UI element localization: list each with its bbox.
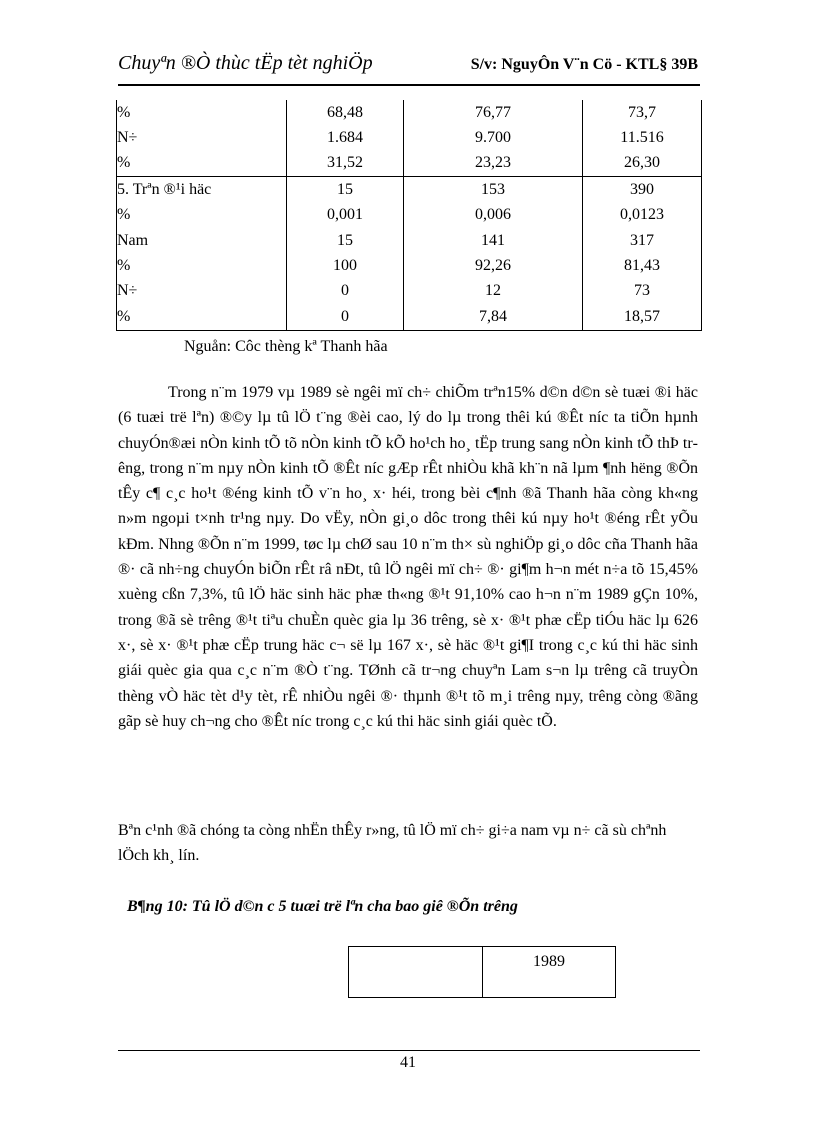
table-caption: B¶ng 10: Tû lÖ d©n c 5 tuæi trë lªn cha bao giê ®Õn trêng (127, 898, 518, 915)
table-cell: % (117, 253, 287, 278)
table-cell: % (117, 203, 287, 228)
table-cell: 15 (287, 177, 404, 203)
table-cell: 153 (404, 177, 583, 203)
table-row (117, 100, 702, 125)
table-row (117, 228, 702, 253)
table-cell: 15 (287, 228, 404, 253)
table-row (117, 279, 702, 304)
table-cell: % (117, 100, 287, 125)
table-cell: Nam (117, 228, 287, 253)
table-cell: 92,26 (404, 253, 583, 278)
page-number: 41 (400, 1054, 416, 1071)
header-divider (118, 84, 700, 86)
table-cell: % (117, 151, 287, 177)
table-cell (349, 947, 483, 998)
table-cell: 317 (583, 228, 702, 253)
table-cell: 81,43 (583, 253, 702, 278)
table-source-note: Nguån: Côc thèng kª Thanh hãa (184, 338, 388, 355)
table-row (117, 304, 702, 330)
table-cell: 23,23 (404, 151, 583, 177)
footer-divider (118, 1050, 700, 1051)
table-row (117, 177, 702, 203)
table-cell: 76,77 (404, 100, 583, 125)
statistics-table (116, 100, 702, 331)
table-cell: 9.700 (404, 125, 583, 150)
document-title: Chuyªn ®Ò thùc tËp tèt nghiÖp (118, 52, 373, 74)
body-paragraph (118, 380, 698, 734)
table-row (117, 253, 702, 278)
table-header-1989: 1989 (483, 947, 616, 998)
table-cell: 26,30 (583, 151, 702, 177)
table-cell: 0 (287, 279, 404, 304)
body-paragraph: Bªn c¹nh ®ã chóng ta còng nhËn thÊy r»ng, tû lÖ mï ch÷ gi÷a nam vµ n÷ cã sù chªnh lÖch kh¸ lín. (118, 822, 667, 865)
table-cell: 1.684 (287, 125, 404, 150)
table-cell: 5. Trªn ®¹i häc (117, 177, 287, 203)
table-cell: 73,7 (583, 100, 702, 125)
table-cell: 73 (583, 279, 702, 304)
table-cell: 18,57 (583, 304, 702, 330)
table-cell: 68,48 (287, 100, 404, 125)
table-cell: 7,84 (404, 304, 583, 330)
table-cell: 0,006 (404, 203, 583, 228)
table-cell: 141 (404, 228, 583, 253)
table-cell: 31,52 (287, 151, 404, 177)
table-cell: 0 (287, 304, 404, 330)
table-cell: 0,0123 (583, 203, 702, 228)
table-row (117, 151, 702, 177)
table-row (349, 947, 616, 998)
table-row (117, 203, 702, 228)
table-cell: % (117, 304, 287, 330)
table-cell: 0,001 (287, 203, 404, 228)
table-cell: N÷ (117, 125, 287, 150)
author-info: S/v: NguyÔn V¨n Cö - KTL§ 39B (470, 56, 698, 73)
table-row (117, 125, 702, 150)
page-header (118, 52, 698, 82)
table-cell: N÷ (117, 279, 287, 304)
table-cell: 12 (404, 279, 583, 304)
table-cell: 11.516 (583, 125, 702, 150)
table-10 (348, 946, 616, 998)
table-cell: 100 (287, 253, 404, 278)
paragraph-text: Trong n¨m 1979 vµ 1989 sè ngêi mï ch÷ chiÕm trªn15% d©n d©n sè tuæi ®i häc (6 tuæi trë lªn) ®©y lµ tû lÖ t¨ng ®èi cao, lý do lµ trong thêi kú ®Êt níc ta tiÕn hµnh chuyÓn®æi nÒn kinh tÕ tõ nÒn kinh tÕ kÕ ho¹ch ho¸ tËp trung sang nÒn kinh tÕ thÞ trêng, trong n¨m nµy nÒn kinh tÕ ®Êt níc gÆp rÊt nhiÒu khã kh¨n nã lµm ¶nh hëng ®Õn tÊy c¶ c¸c ho¹t ®éng kinh tÕ v¨n ho¸ x· héi, trong bèi c¶nh ®ã Thanh hãa còng kh«ng n»m ngoµi t×nh tr¹ng nµy. Do vËy, nÒn gi¸o dôc trong thêi kú nµy ho¹t ®éng rÊt yÕu kÐm. Nhng ®Õn n¨m 1999, tøc lµ chØ sau 10 n¨m th× sù nghiÖp gi¸o dôc cña Thanh hãa ®· cã nh÷ng chuyÓn biÕn rÊt râ nÐt, tû lÖ ngêi mï ch÷ ®· gi¶m h¬n mét n÷a tõ 15,45% xuèng cßn 7,3%, tû lÖ häc sinh häc phæ th«ng ®¹t 91,10% cao h¬n n¨m 1989 gÇn 10%, trong ®ã sè trêng ®¹t tiªu chuÈn quèc gia lµ 36 trêng, sè x· ®¹t phæ cËp tiÓu häc lµ 626 x·, sè x· ®¹t phæ cËp trung häc c¬ së lµ 167 x·, sè häc ®¹t gi¶I trong c¸c kú thi häc sinh giái quèc gia qua c¸c n¨m ®Ò t¨ng. TØnh cã tr¬ng chuyªn Lam s¬n lµ trêng cã truyÒn thèng vÒ häc tèt d¹y tèt, rÊ nhiÒu ngêi ®· thµnh ®¹t tõ m¸i trêng nµy, trêng còng ®ãng gãp sè huy ch¬ng cho ®Êt níc trong c¸c kú thi häc sinh giái quèc tÕ. (118, 384, 698, 730)
table-cell: 390 (583, 177, 702, 203)
